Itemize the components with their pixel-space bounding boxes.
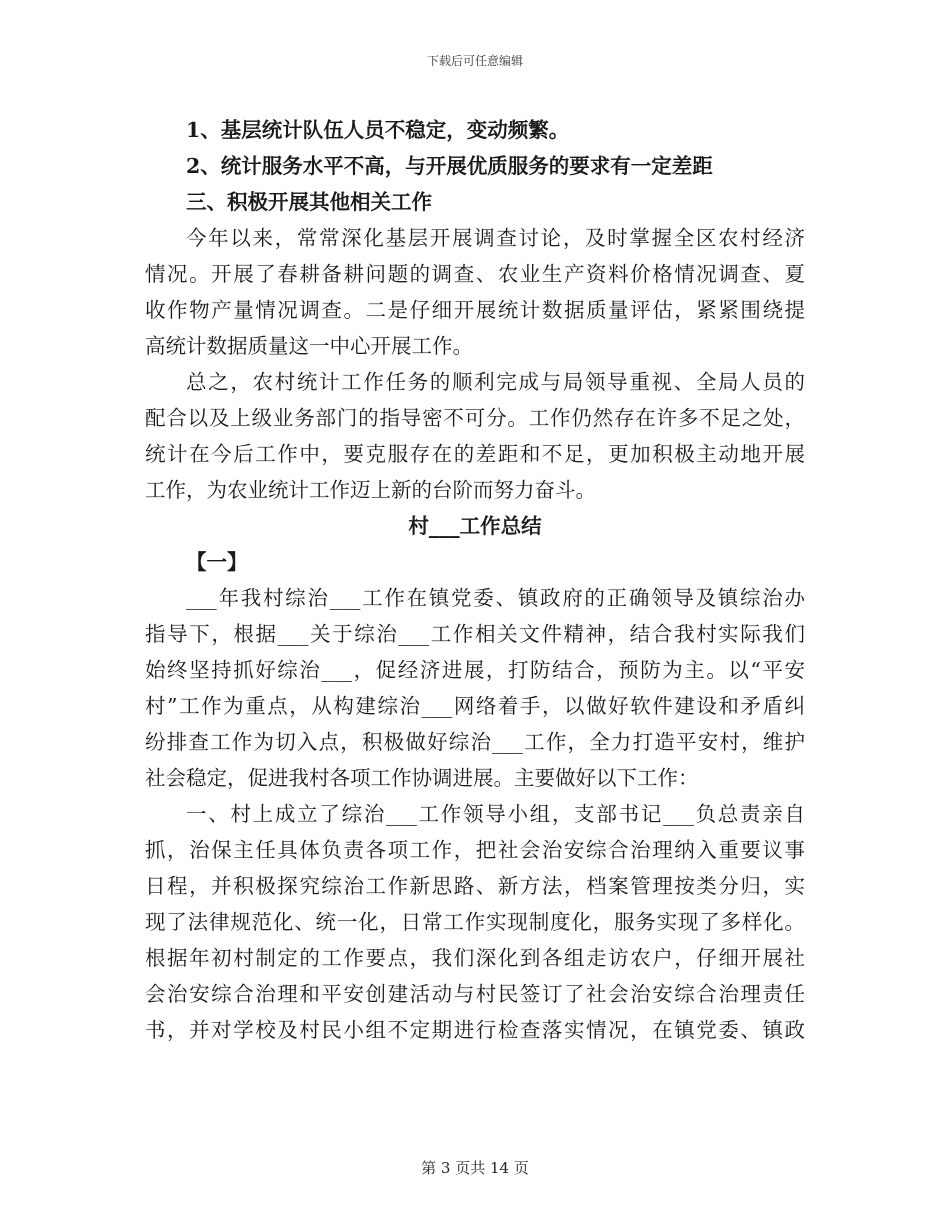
paragraph-line: 配合以及上级业务部门的指导密不可分。工作仍然存在许多不足之处， (145, 406, 805, 430)
paragraph-line: 高统计数据质量这一中心开展工作。 (145, 334, 473, 358)
paragraph-line: 书，并对学校及村民小组不定期进行检查落实情况，在镇党委、镇政 (145, 1018, 805, 1042)
paragraph-line: 今年以来，常常深化基层开展调查讨论，及时掌握全区农村经济 (186, 226, 805, 250)
paragraph-line: 总之，农村统计工作任务的顺利完成与局领导重视、全局人员的 (186, 370, 805, 394)
paragraph-line: 会治安综合治理和平安创建活动与村民签订了社会治安综合治理责任 (145, 982, 805, 1006)
subsection-label: 【一】 (186, 550, 248, 574)
paragraph-line: 现了法律规范化、统一化，日常工作实现制度化，服务实现了多样化。 (145, 910, 805, 934)
paragraph-line: 收作物产量情况调查。二是仔细开展统计数据质量评估，紧紧围绕提 (145, 298, 805, 322)
paragraph-line: ___年我村综治___工作在镇党委、镇政府的正确领导及镇综治办 (186, 586, 805, 610)
paragraph-1 (145, 220, 805, 364)
page-header-note: 下载后可任意编辑 (426, 54, 523, 68)
paragraph-2 (145, 364, 805, 508)
section-title: 村___工作总结 (408, 514, 542, 538)
paragraph-line: 村”工作为重点，从构建综治___网络着手，以做好软件建设和矛盾纠 (145, 694, 805, 718)
paragraph-line: 工作，为农业统计工作迈上新的台阶而努力奋斗。 (145, 478, 596, 502)
paragraph-line: 情况。开展了春耕备耕问题的调查、农业生产资料价格情况调查、夏 (145, 262, 805, 286)
paragraph-line: 社会稳定，促进我村各项工作协调进展。主要做好以下工作： (145, 766, 699, 790)
paragraph-line: 始终坚持抓好综治___，促经济进展，打防结合，预防为主。以“平安 (145, 658, 805, 682)
paragraph-line: 抓，治保主任具体负责各项工作，把社会治安综合治理纳入重要议事 (145, 838, 805, 862)
paragraph-4 (145, 796, 805, 1048)
paragraph-line: 一、村上成立了综治___工作领导小组，支部书记___负总责亲自 (186, 802, 805, 826)
paragraph-line: 统计在今后工作中，要克服存在的差距和不足，更加积极主动地开展 (145, 442, 805, 466)
paragraph-line: 纷排查工作为切入点，积极做好综治___工作，全力打造平安村，维护 (145, 730, 805, 754)
page-footer: 第 3 页共 14 页 (421, 1159, 529, 1177)
document-body (145, 112, 805, 1048)
paragraph-line: 指导下，根据___关于综治___工作相关文件精神，结合我村实际我们 (145, 622, 805, 646)
paragraph-line: 根据年初村制定的工作要点，我们深化到各组走访农户，仔细开展社 (145, 946, 805, 970)
section-heading-3: 三、积极开展其他相关工作 (186, 190, 432, 214)
paragraph-3 (145, 580, 805, 796)
list-item-2: 2、统计服务水平不高，与开展优质服务的要求有一定差距 (186, 154, 713, 178)
paragraph-line: 日程，并积极探究综治工作新思路、新方法，档案管理按类分归，实 (145, 874, 805, 898)
list-item-1: 1、基层统计队伍人员不稳定，变动频繁。 (186, 118, 570, 142)
